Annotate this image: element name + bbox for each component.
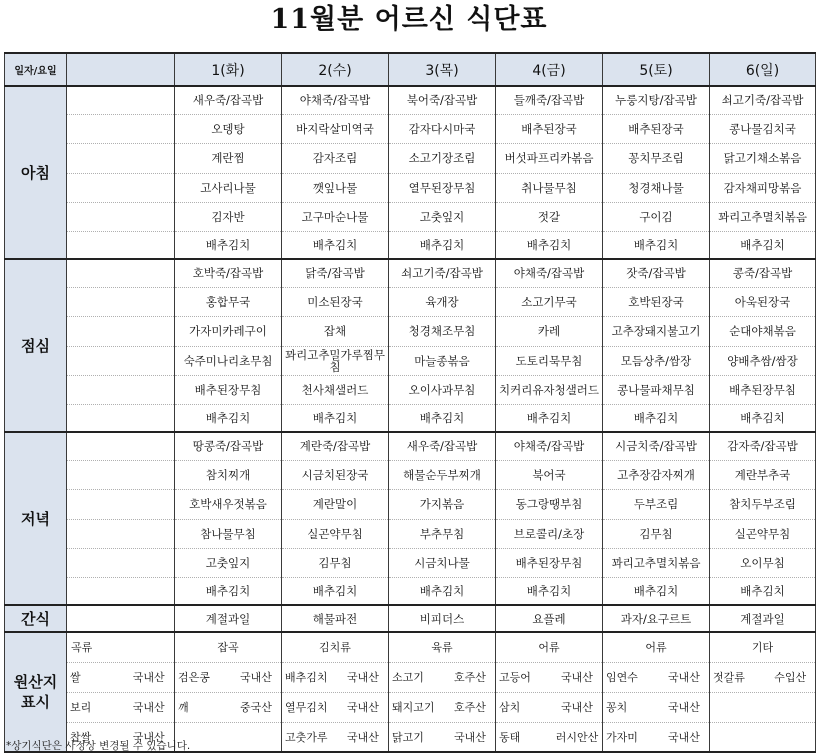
origin-item: 배추김치 — [285, 671, 328, 684]
menu-cell: 청경채나물 — [603, 173, 710, 202]
origin-cell — [175, 692, 282, 722]
blank-cell — [67, 460, 175, 489]
origin-country: 국내산 — [347, 701, 379, 714]
origin-cell — [496, 692, 603, 722]
origin-country: 국내산 — [132, 671, 165, 684]
menu-cell: 배추김치 — [603, 404, 710, 432]
origin-item: 소고기 — [392, 671, 424, 684]
menu-cell: 숙주미나리초무침 — [175, 346, 282, 375]
meal-label: 점심 — [5, 259, 67, 432]
header-blank — [67, 53, 175, 86]
menu-cell: 감자죽/잡곡밥 — [710, 432, 816, 460]
origin-item: 깨 — [178, 701, 189, 714]
menu-cell: 치커리유자청샐러드 — [496, 375, 603, 404]
blank-cell — [67, 577, 175, 605]
origin-country: 국내산 — [454, 730, 486, 744]
menu-cell: 꽈리고추밀가루찜무침 — [282, 346, 389, 375]
origin-cell — [389, 722, 496, 752]
origin-item: 돼지고기 — [392, 701, 435, 714]
origin-cell — [67, 662, 175, 692]
blank-cell — [67, 231, 175, 259]
menu-cell: 카레 — [496, 316, 603, 346]
meal-row — [5, 548, 816, 577]
day-header: 4(금) — [496, 53, 603, 86]
menu-cell: 새우죽/잡곡밥 — [175, 86, 282, 114]
origin-cell — [603, 662, 710, 692]
meal-label: 저녁 — [5, 432, 67, 605]
meal-row — [5, 143, 816, 173]
menu-cell: 콩나물파채무침 — [603, 375, 710, 404]
origin-item: 닭고기 — [392, 730, 424, 744]
origin-cell — [282, 692, 389, 722]
menu-cell: 계란찜 — [175, 143, 282, 173]
menu-cell: 땅콩죽/잡곡밥 — [175, 432, 282, 460]
blank-cell — [67, 605, 175, 632]
origin-cell — [603, 692, 710, 722]
origin-country: 국내산 — [668, 671, 700, 684]
origin-country: 국내산 — [668, 701, 700, 714]
meal-row — [5, 489, 816, 519]
origin-cell — [389, 692, 496, 722]
menu-cell: 마늘종볶음 — [389, 346, 496, 375]
origin-category: 육류 — [389, 632, 496, 662]
origin-item: 보리 — [70, 701, 92, 714]
meal-row — [5, 519, 816, 548]
menu-cell: 고춧잎지 — [175, 548, 282, 577]
menu-cell: 참치찌개 — [175, 460, 282, 489]
meal-row — [5, 375, 816, 404]
menu-cell: 잡채 — [282, 316, 389, 346]
meal-row — [5, 577, 816, 605]
menu-cell: 배추된장무침 — [175, 375, 282, 404]
origin-label: 원산지 표시 — [5, 632, 67, 752]
footnote: *상기식단은 사정상 변경될 수 있습니다. — [6, 740, 191, 752]
menu-cell: 구이김 — [603, 202, 710, 231]
origin-country: 국내산 — [668, 730, 700, 744]
menu-cell: 아욱된장국 — [710, 287, 816, 316]
menu-cell: 콩죽/잡곡밥 — [710, 259, 816, 287]
corner-label: 일자/요일 — [5, 53, 67, 86]
menu-cell: 배추김치 — [496, 577, 603, 605]
menu-cell: 김무침 — [603, 519, 710, 548]
menu-cell: 배추된장무침 — [710, 375, 816, 404]
menu-cell: 배추김치 — [603, 577, 710, 605]
origin-country: 국내산 — [132, 730, 165, 744]
menu-cell: 호박새우젓볶음 — [175, 489, 282, 519]
origin-cell — [282, 722, 389, 752]
meal-row — [5, 316, 816, 346]
origin-row — [5, 662, 816, 692]
menu-cell: 잣죽/잡곡밥 — [603, 259, 710, 287]
page-title: 11월분 어르신 식단표 — [270, 4, 548, 35]
origin-country: 국내산 — [132, 701, 165, 714]
origin-item: 꽁치 — [606, 701, 628, 714]
origin-country: 국내산 — [347, 730, 379, 744]
origin-cell — [710, 722, 816, 752]
origin-cell — [175, 662, 282, 692]
menu-cell: 양배추쌈/쌈장 — [710, 346, 816, 375]
origin-cell — [496, 662, 603, 692]
origin-category: 김치류 — [282, 632, 389, 662]
meal-row — [5, 432, 816, 460]
origin-item: 삼치 — [499, 701, 521, 714]
menu-cell: 쇠고기죽/잡곡밥 — [710, 86, 816, 114]
menu-cell: 야채죽/잡곡밥 — [282, 86, 389, 114]
origin-cell — [710, 662, 816, 692]
menu-cell: 버섯파프리카볶음 — [496, 143, 603, 173]
menu-cell: 배추김치 — [282, 404, 389, 432]
snack-cell: 과자/요구르트 — [603, 605, 710, 632]
origin-item: 젓갈류 — [713, 671, 745, 684]
menu-cell: 고사리나물 — [175, 173, 282, 202]
menu-cell: 호박죽/잡곡밥 — [175, 259, 282, 287]
menu-cell: 미소된장국 — [282, 287, 389, 316]
menu-cell: 김자반 — [175, 202, 282, 231]
meal-row — [5, 259, 816, 287]
menu-cell: 젓갈 — [496, 202, 603, 231]
snack-cell: 계절과일 — [710, 605, 816, 632]
menu-cell: 순대야채볶음 — [710, 316, 816, 346]
menu-cell: 소고기장조림 — [389, 143, 496, 173]
menu-cell: 꽈리고추멸치볶음 — [710, 202, 816, 231]
menu-cell: 배추김치 — [175, 404, 282, 432]
menu-cell: 열무된장무침 — [389, 173, 496, 202]
menu-cell: 가지볶음 — [389, 489, 496, 519]
day-header: 5(토) — [603, 53, 710, 86]
origin-item: 임연수 — [606, 671, 638, 684]
menu-cell: 도토리묵무침 — [496, 346, 603, 375]
blank-cell — [67, 519, 175, 548]
menu-cell: 천사채샐러드 — [282, 375, 389, 404]
menu-cell: 계란말이 — [282, 489, 389, 519]
menu-cell: 배추김치 — [282, 231, 389, 259]
origin-country: 러시안산 — [555, 730, 599, 744]
blank-cell — [67, 375, 175, 404]
menu-cell: 북어국 — [496, 460, 603, 489]
menu-cell: 오뎅탕 — [175, 114, 282, 143]
menu-cell: 청경채조무침 — [389, 316, 496, 346]
snack-cell: 해물파전 — [282, 605, 389, 632]
menu-cell: 콩나물김치국 — [710, 114, 816, 143]
origin-item: 고등어 — [499, 671, 531, 684]
meal-row — [5, 86, 816, 114]
menu-cell: 오이사과무침 — [389, 375, 496, 404]
meal-row — [5, 404, 816, 432]
day-header: 6(일) — [710, 53, 816, 86]
menu-cell: 배추김치 — [282, 577, 389, 605]
menu-cell: 시금치나물 — [389, 548, 496, 577]
menu-cell: 새우죽/잡곡밥 — [389, 432, 496, 460]
origin-cell — [710, 692, 816, 722]
origin-cell — [389, 662, 496, 692]
menu-cell: 배추김치 — [710, 577, 816, 605]
origin-category: 곡류 — [67, 632, 175, 662]
menu-cell: 감자다시마국 — [389, 114, 496, 143]
origin-country: 호주산 — [454, 671, 486, 684]
origin-category: 잡곡 — [175, 632, 282, 662]
blank-cell — [67, 489, 175, 519]
blank-cell — [67, 202, 175, 231]
menu-table — [4, 52, 816, 753]
menu-cell: 고추장감자찌개 — [603, 460, 710, 489]
blank-cell — [67, 548, 175, 577]
day-header: 2(수) — [282, 53, 389, 86]
origin-country: 국내산 — [561, 671, 593, 684]
origin-cell — [282, 662, 389, 692]
menu-cell: 닭고기채소볶음 — [710, 143, 816, 173]
menu-cell: 배추된장국 — [603, 114, 710, 143]
menu-cell: 배추김치 — [175, 577, 282, 605]
menu-cell: 오이무침 — [710, 548, 816, 577]
menu-cell: 고구마순나물 — [282, 202, 389, 231]
meal-row — [5, 346, 816, 375]
menu-cell: 시금치된장국 — [282, 460, 389, 489]
menu-cell: 들깨죽/잡곡밥 — [496, 86, 603, 114]
meal-row — [5, 287, 816, 316]
snack-row — [5, 605, 816, 632]
menu-cell: 배추김치 — [710, 231, 816, 259]
menu-cell: 실곤약무침 — [282, 519, 389, 548]
header-row — [5, 53, 816, 86]
snack-cell: 요플레 — [496, 605, 603, 632]
menu-cell: 배추김치 — [389, 404, 496, 432]
origin-cell — [67, 692, 175, 722]
menu-cell: 계란부추국 — [710, 460, 816, 489]
menu-cell: 부추무침 — [389, 519, 496, 548]
meal-row — [5, 114, 816, 143]
origin-cell — [496, 722, 603, 752]
menu-cell: 배추김치 — [710, 404, 816, 432]
menu-cell: 배추된장무침 — [496, 548, 603, 577]
menu-cell: 실곤약무침 — [710, 519, 816, 548]
menu-cell: 참나물무침 — [175, 519, 282, 548]
menu-cell: 해물순두부찌개 — [389, 460, 496, 489]
menu-cell: 배추김치 — [603, 231, 710, 259]
menu-cell: 고춧잎지 — [389, 202, 496, 231]
menu-cell: 참치두부조림 — [710, 489, 816, 519]
origin-cell — [603, 722, 710, 752]
meal-label: 아침 — [5, 86, 67, 259]
menu-cell: 야채죽/잡곡밥 — [496, 259, 603, 287]
menu-cell: 배추김치 — [389, 577, 496, 605]
menu-cell: 북어죽/잡곡밥 — [389, 86, 496, 114]
origin-country: 국내산 — [240, 671, 272, 684]
menu-cell: 두부조림 — [603, 489, 710, 519]
snack-label: 간식 — [5, 605, 67, 632]
menu-cell: 계란죽/잡곡밥 — [282, 432, 389, 460]
blank-cell — [67, 404, 175, 432]
meal-row — [5, 173, 816, 202]
menu-cell: 꽈리고추멸치볶음 — [603, 548, 710, 577]
menu-cell: 가자미카레구이 — [175, 316, 282, 346]
menu-cell: 깻잎나물 — [282, 173, 389, 202]
origin-cell — [175, 722, 282, 752]
menu-cell: 쇠고기죽/잡곡밥 — [389, 259, 496, 287]
menu-cell: 배추된장국 — [496, 114, 603, 143]
menu-cell: 취나물무침 — [496, 173, 603, 202]
blank-cell — [67, 316, 175, 346]
meal-row — [5, 460, 816, 489]
origin-category: 기타 — [710, 632, 816, 662]
origin-item: 열무김치 — [285, 701, 328, 714]
origin-country: 국내산 — [561, 701, 593, 714]
menu-cell: 모듬상추/쌈장 — [603, 346, 710, 375]
menu-cell: 바지락살미역국 — [282, 114, 389, 143]
blank-cell — [67, 114, 175, 143]
blank-cell — [67, 346, 175, 375]
blank-cell — [67, 432, 175, 460]
menu-cell: 꽁치무조림 — [603, 143, 710, 173]
menu-cell: 감자조림 — [282, 143, 389, 173]
menu-cell: 육개장 — [389, 287, 496, 316]
menu-cell: 동그랑땡부침 — [496, 489, 603, 519]
menu-cell: 배추김치 — [496, 231, 603, 259]
origin-header-row — [5, 632, 816, 662]
day-header: 3(목) — [389, 53, 496, 86]
blank-cell — [67, 86, 175, 114]
origin-row — [5, 692, 816, 722]
menu-cell: 고추장돼지불고기 — [603, 316, 710, 346]
menu-cell: 누룽지탕/잡곡밥 — [603, 86, 710, 114]
origin-item: 찹쌀 — [70, 730, 92, 744]
menu-cell: 홍합무국 — [175, 287, 282, 316]
origin-country: 호주산 — [454, 701, 486, 714]
origin-country: 국내산 — [347, 671, 379, 684]
menu-cell: 배추김치 — [175, 231, 282, 259]
menu-cell: 호박된장국 — [603, 287, 710, 316]
menu-cell: 야채죽/잡곡밥 — [496, 432, 603, 460]
snack-cell: 비피더스 — [389, 605, 496, 632]
origin-item: 동태 — [499, 730, 521, 744]
menu-cell: 소고기무국 — [496, 287, 603, 316]
meal-row — [5, 231, 816, 259]
menu-cell: 배추김치 — [389, 231, 496, 259]
meal-row — [5, 202, 816, 231]
blank-cell — [67, 173, 175, 202]
origin-item: 쌀 — [70, 671, 81, 684]
blank-cell — [67, 287, 175, 316]
origin-category: 어류 — [496, 632, 603, 662]
day-header: 1(화) — [175, 53, 282, 86]
menu-cell: 김무침 — [282, 548, 389, 577]
blank-cell — [67, 259, 175, 287]
origin-item: 가자미 — [606, 730, 638, 744]
origin-country: 수입산 — [774, 671, 807, 684]
origin-item: 검은콩 — [178, 671, 210, 684]
origin-country: 중국산 — [240, 701, 272, 714]
origin-category: 어류 — [603, 632, 710, 662]
snack-cell: 계절과일 — [175, 605, 282, 632]
origin-item: 고춧가루 — [285, 730, 328, 744]
blank-cell — [67, 143, 175, 173]
menu-cell: 배추김치 — [496, 404, 603, 432]
menu-cell: 닭죽/잡곡밥 — [282, 259, 389, 287]
menu-cell: 감자채피망볶음 — [710, 173, 816, 202]
menu-cell: 시금치죽/잡곡밥 — [603, 432, 710, 460]
menu-cell: 브로콜리/초장 — [496, 519, 603, 548]
